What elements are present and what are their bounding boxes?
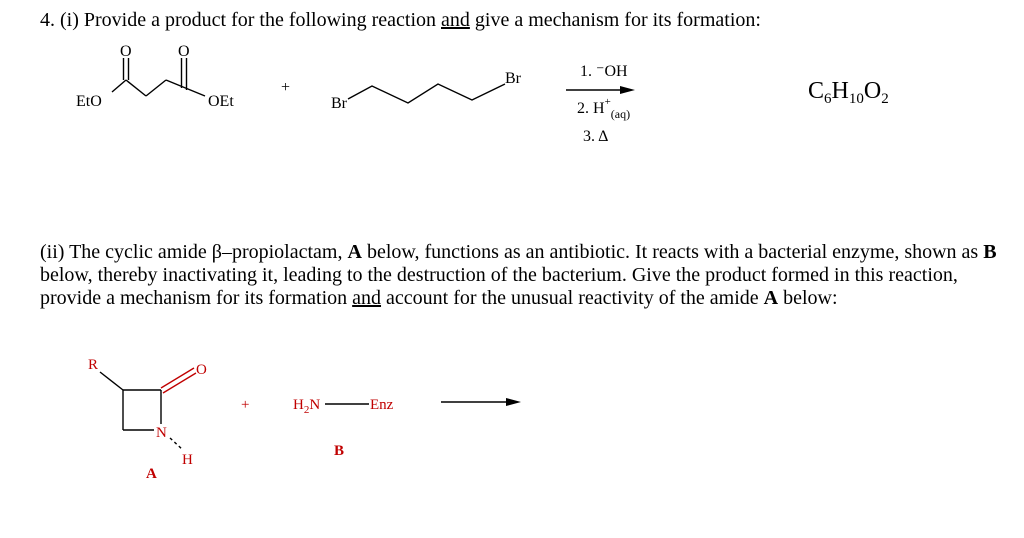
- condition-step-3: 3. Δ: [583, 128, 609, 145]
- dibromobutane-br-left: Br: [331, 95, 347, 112]
- malonate-o-right: O: [178, 43, 190, 60]
- reaction-arrow-1: [566, 86, 635, 94]
- condition-step-2: 2. $H^+_{(aq)}$: [577, 96, 631, 121]
- beta-propiolactam: [100, 368, 196, 450]
- q1-and-underlined: and: [441, 9, 470, 31]
- condition-step-1: 1. ⁻OH: [580, 63, 628, 80]
- lactam-r-group: R: [88, 357, 99, 373]
- question-2-paragraph: [40, 241, 1015, 310]
- reaction2-plus: +: [241, 397, 250, 413]
- q2-bold-a-1: A: [347, 241, 362, 263]
- lactam-nh-hydrogen: H: [182, 452, 193, 468]
- compound-label-a: A: [146, 466, 157, 482]
- enzyme-label: Enz: [370, 397, 394, 413]
- enzyme-amine-h2n: $H_2N$: [293, 397, 321, 416]
- q2-text-4: account for the unusual reactivity of the amide: [381, 287, 764, 309]
- reaction-arrow-2: [441, 398, 521, 406]
- lactam-carbonyl-o: O: [196, 362, 207, 378]
- compound-label-b: B: [334, 443, 345, 459]
- diethyl-malonate: [112, 58, 205, 96]
- q2-bold-a-2: A: [763, 287, 779, 309]
- q2-bold-b: B: [983, 241, 997, 263]
- lactam-nitrogen: N: [156, 425, 167, 441]
- malonate-oet: OEt: [208, 93, 234, 110]
- q1-prefix: 4. (i) Provide a product for the following reaction: [40, 9, 441, 31]
- q2-text-2: below, functions as an antibiotic. It reacts with a bacterial enzyme, shown as: [361, 241, 984, 263]
- q2-text-5: below:: [778, 287, 838, 309]
- q1-suffix: give a mechanism for its formation:: [469, 9, 761, 31]
- dibromobutane: [348, 84, 505, 103]
- q2-text-1: (ii) The cyclic amide β–propiolactam,: [40, 241, 348, 263]
- q2-and-underlined: and: [352, 287, 382, 309]
- dibromobutane-br-right: Br: [505, 70, 521, 87]
- product-formula: $C_6H_{10}O_2$: [808, 78, 889, 107]
- malonate-eto: EtO: [76, 93, 102, 110]
- q2-text-3: below, thereby inactivating it, leading to the destruction of the bacterium. Give the product formed in this reaction, provide a mechanism for its formation: [40, 264, 958, 309]
- reaction1-plus: +: [281, 79, 291, 96]
- malonate-o-left: O: [120, 43, 132, 60]
